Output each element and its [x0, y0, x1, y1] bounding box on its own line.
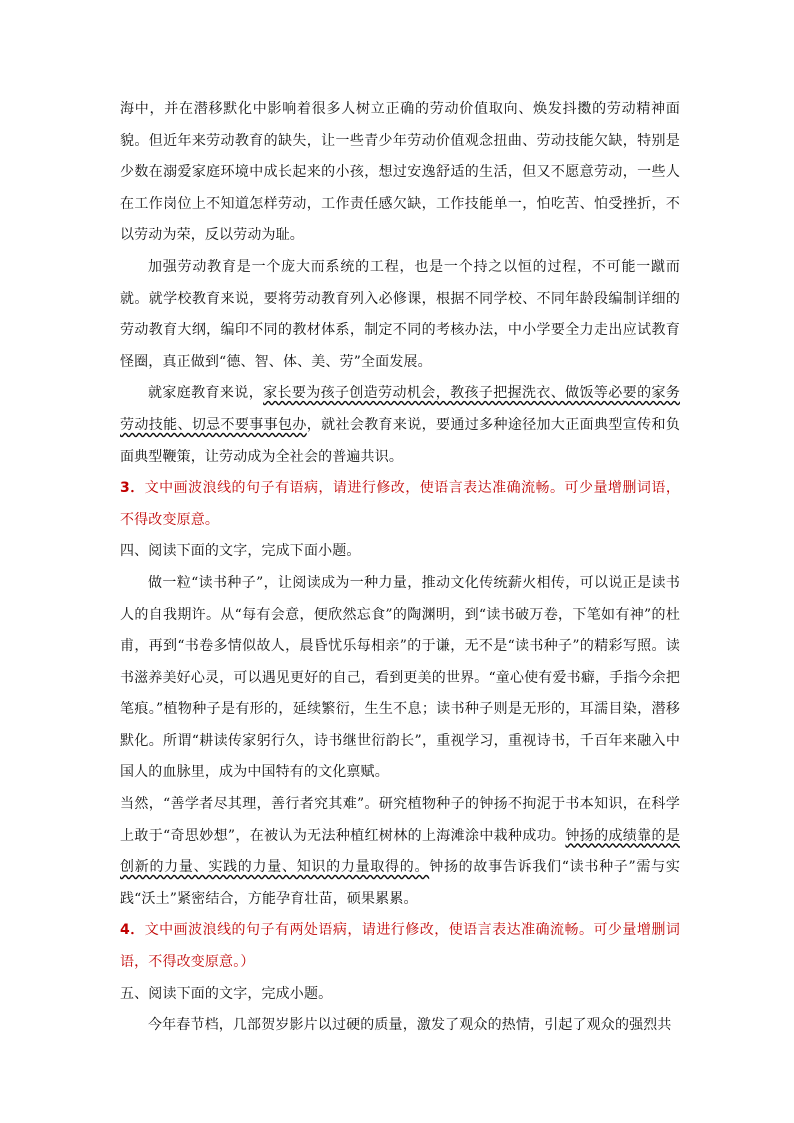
wavy-underlined-sentence: 家长要为孩子创造劳动机会，教孩子把握洗衣、做饭等必要的家务劳动技能、切忌不要事事包办: [120, 385, 680, 433]
question-number: 4．: [120, 922, 145, 939]
passage-paragraph: 做一粒“读书种子”，让阅读成为一种力量，推动文化传统薪火相传，可以说正是读书人的自我期许。从“每有会意，便欣然忘食”的陶渊明，到“读书破万卷，下笔如有神”的杜甫，再到“书卷多情似故人，晨昏忧乐每相亲”的于谦，无不是“读书种子”的精彩写照。读书滋养美好心灵，可以遇见更好的自己，看到更美的世界。“童心使有爱书癖，手指今余把笔痕。”植物种子是有形的，延续繁衍，生生不息；读书种子则是无形的，耳濡目染，潜移默化。所谓“耕读传家躬行久，诗书继世衍韵长”，重视学习，重视诗书，千百年来融入中国人的血脉里，成为中国特有的文化禀赋。: [120, 574, 680, 781]
passage-paragraph: 加强劳动教育是一个庞大而系统的工程，也是一个持之以恒的过程，不可能一蹴而就。就学校教育来说，要将劳动教育列入必修课，根据不同学校、不同年龄段编制详细的劳动教育大纲，编印不同的教材体系，制定不同的考核办法，中小学要全力走出应试教育怪圈，真正做到“德、智、体、美、劳”全面发展。: [120, 258, 680, 370]
passage-paragraph: 今年春节档，几部贺岁影片以过硬的质量，激发了观众的热情，引起了观众的强烈共: [148, 1017, 672, 1034]
question-text: 文中画波浪线的句子有语病，请进行修改，使语言表达准确流畅。可少量增删词语，不得改变原意。: [120, 480, 680, 528]
passage-paragraph: 海中，并在潜移默化中影响着很多人树立正确的劳动价值取向、焕发抖擞的劳动精神面貌。但近年来劳动教育的缺失，让一些青少年劳动价值观念扭曲、劳动技能欠缺，特别是少数在溺爱家庭环境中成长起来的小孩，想过安逸舒适的生活，但又不愿意劳动，一些人在工作岗位上不知道怎样劳动，工作责任感欠缺，工作技能单一，怕吃苦、怕受挫折，不以劳动为荣，反以劳动为耻。: [120, 101, 680, 244]
question-4: [120, 915, 680, 978]
passage-text: ，就社会教育来说，要通过多种途径加大正面典型宣传和负面典型鞭策，让劳动成为全社会的普遍共识。: [120, 416, 680, 465]
passage-paragraph: [120, 378, 680, 473]
document-content: [120, 94, 680, 1042]
question-number: 3．: [120, 480, 145, 497]
section-heading: 四、阅读下面的文字，完成下面小题。: [120, 543, 361, 560]
section-heading: 五、阅读下面的文字，完成小题。: [120, 985, 333, 1002]
passage-text: 就家庭教育来说，: [148, 385, 264, 402]
passage-text: 当然，“善学者尽其理，善行者究其难”。研究植物种子的钟扬不拘泥于书本知识，在科学上敢于“奇思妙想”，在被认为无法种植红树林的上海滩涂中栽种成功。: [120, 796, 680, 844]
wavy-underlined-sentence: 钟扬的成绩靠的是创新的力量、实践的力量、知识的力量取得的。: [120, 827, 680, 876]
passage-text: 钟扬的故事告诉我们“读书种子”需与实践“沃土”紧密结合，方能孕育壮苗，硕果累累。: [120, 859, 680, 907]
question-3: [120, 473, 680, 536]
passage-paragraph: [120, 789, 680, 915]
question-text: 文中画波浪线的句子有两处语病，请进行修改，使语言表达准确流畅。可少量增删词语，不得改变原意。）: [120, 922, 680, 971]
